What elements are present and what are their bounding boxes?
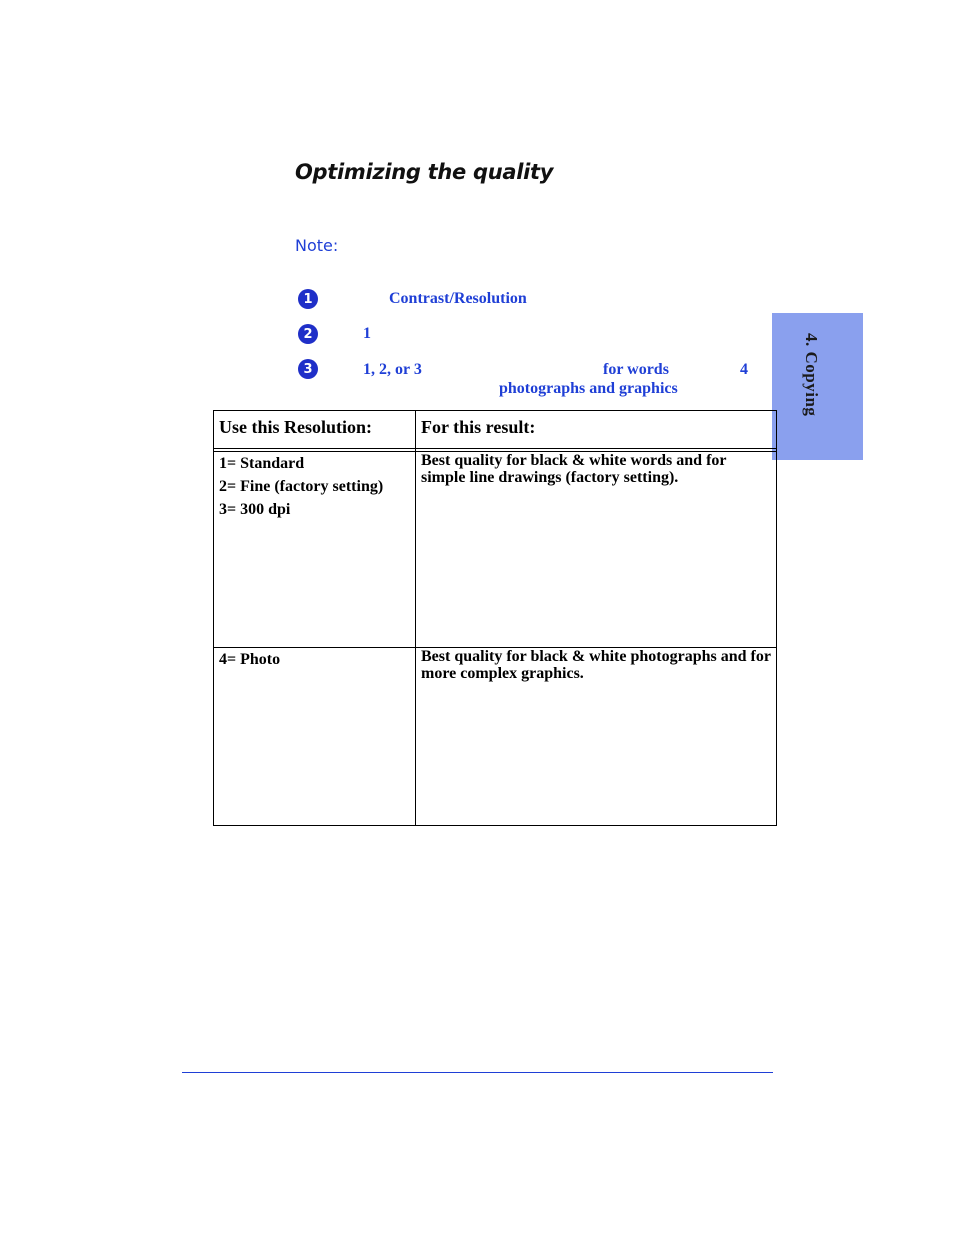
note-label: Note: <box>295 236 339 255</box>
chapter-side-tab-label: 4. Copying <box>802 333 821 417</box>
step-2-badge: 2 <box>298 324 318 344</box>
step-3-text-key-4: 4 <box>740 361 748 378</box>
header-resolution: Use this Resolution: <box>214 411 416 449</box>
resolution-option: 3= 300 dpi <box>219 501 291 518</box>
result-cell: Best quality for black & white words and for simple line drawings (factory setting). <box>416 452 777 648</box>
resolution-table <box>213 410 777 826</box>
chapter-side-tab <box>772 313 863 460</box>
step-2-text-key: 1 <box>363 325 371 342</box>
step-1-badge: 1 <box>298 289 318 309</box>
table-header-row <box>214 411 777 449</box>
resolution-cell <box>214 648 416 826</box>
resolution-option: 2= Fine (factory setting) <box>219 478 384 495</box>
table-row <box>214 452 777 648</box>
step-1-text-contrast-resolution: Contrast/Resolution <box>389 290 527 307</box>
step-3-text-keys: 1, 2, or 3 <box>363 361 422 378</box>
resolution-option: 1= Standard <box>219 455 305 472</box>
step-3-text-photographs: photographs and graphics <box>499 380 678 397</box>
footer-divider <box>182 1072 773 1073</box>
step-3-badge: 3 <box>298 359 318 379</box>
resolution-option: 4= Photo <box>219 651 281 668</box>
result-cell: Best quality for black & white photographs and for more complex graphics. <box>416 648 777 826</box>
section-title: Optimizing the quality <box>295 160 554 184</box>
header-result: For this result: <box>416 411 777 449</box>
table-row <box>214 648 777 826</box>
resolution-cell <box>214 452 416 648</box>
step-3-text-for-words: for words <box>603 361 669 378</box>
